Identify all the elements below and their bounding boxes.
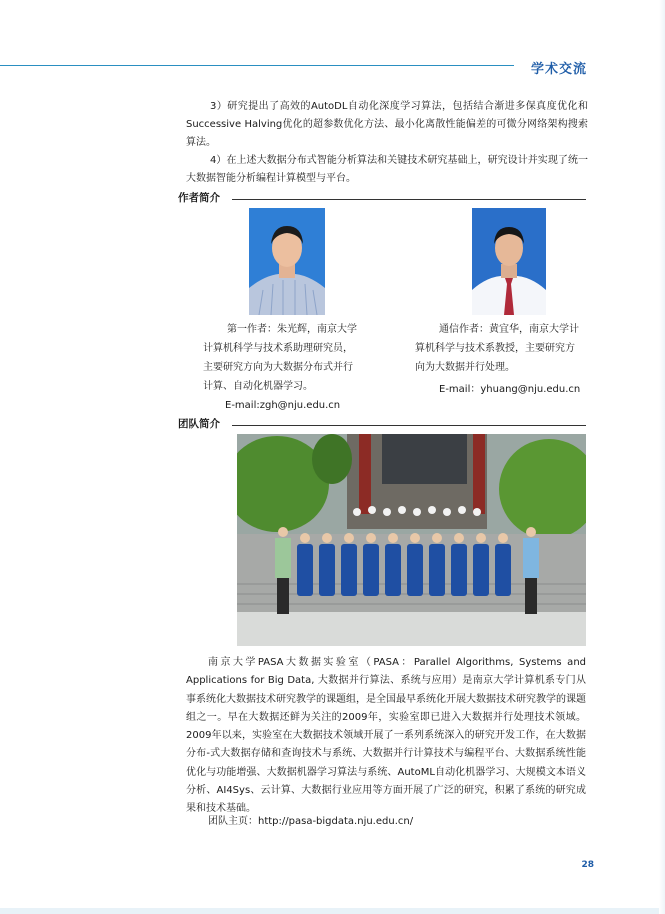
first-author-photo [249, 208, 325, 315]
corresponding-author-bio [415, 320, 580, 399]
authors-heading: 作者简介 [178, 192, 220, 204]
team-photo [237, 434, 586, 646]
team-homepage-link[interactable]: 团队主页：http://pasa-bigdata.nju.edu.cn/ [208, 816, 414, 827]
first-author-line: 计算机科学与技术系助理研究员， [203, 343, 353, 354]
first-author-line: 计算、自动化机器学习。 [203, 381, 313, 392]
intro-paragraph-4: 4）在上述大数据分布式智能分析算法和关键技术研究基础上，研究设计并实现了统一大数据智能分析编程计算模型与平台。 [186, 155, 588, 184]
page-edge [659, 0, 665, 914]
first-author-bio [203, 320, 357, 415]
team-heading: 团队简介 [178, 418, 220, 430]
corresponding-author-email[interactable]: E-mail：yhuang@nju.edu.cn [439, 384, 581, 395]
corresponding-author-photo [472, 208, 546, 315]
footer-strip [0, 908, 665, 914]
first-author-line: 第一作者：朱光辉，南京大学 [227, 324, 357, 335]
intro-paragraph-3: 3）研究提出了高效的AutoDL自动化深度学习算法，包括结合渐进多保真度优化和Successive Halving优化的超参数优化方法、最小化离散性能偏差的可微分网络架构搜索算法。 [186, 101, 588, 148]
first-author-email[interactable]: E-mail:zgh@nju.edu.cn [225, 400, 341, 411]
section-tag: 学术交流 [530, 62, 587, 77]
page-number: 28 [581, 860, 594, 870]
header-rule [0, 65, 514, 66]
authors-heading-rule [232, 199, 586, 200]
first-author-line: 主要研究方向为大数据分布式并行 [203, 362, 353, 373]
corresponding-author-line: 通信作者：黄宜华，南京大学计 [439, 324, 579, 335]
team-description: 南京大学PASA大数据实验室（PASA：Parallel Algorithms, Systems and Applications for Big Data, 大数据并行算法、系统与应用）是南京大学计算机系专门从事系统化大数据技术研究教学的课题组，是全国最早系统化开展大数据技术研究教学的课题组之一。早在大数据还鲜为关注的2009年，实验室即已进入大数据并行处理技术领域。2009年以来，实验室在大数据技术领域开展了一系列系统深入的研究开发工作，在大数据分布-式大数据存储和查询技术与系统、大数据并行计算技术与编程平台、大数据系统性能优化与功能增强、大数据机器学习算法与系统、AutoML自动化机器学习、大规模文本语义分析、AI4Sys、云计算、大数据行业应用等方面开展了广泛的研究，积累了系统的研究成果和技术基础。 [186, 657, 586, 815]
corresponding-author-line: 向为大数据并行处理。 [415, 362, 515, 373]
team-heading-rule [232, 425, 586, 426]
corresponding-author-line: 算机科学与技术系教授，主要研究方 [415, 343, 575, 354]
